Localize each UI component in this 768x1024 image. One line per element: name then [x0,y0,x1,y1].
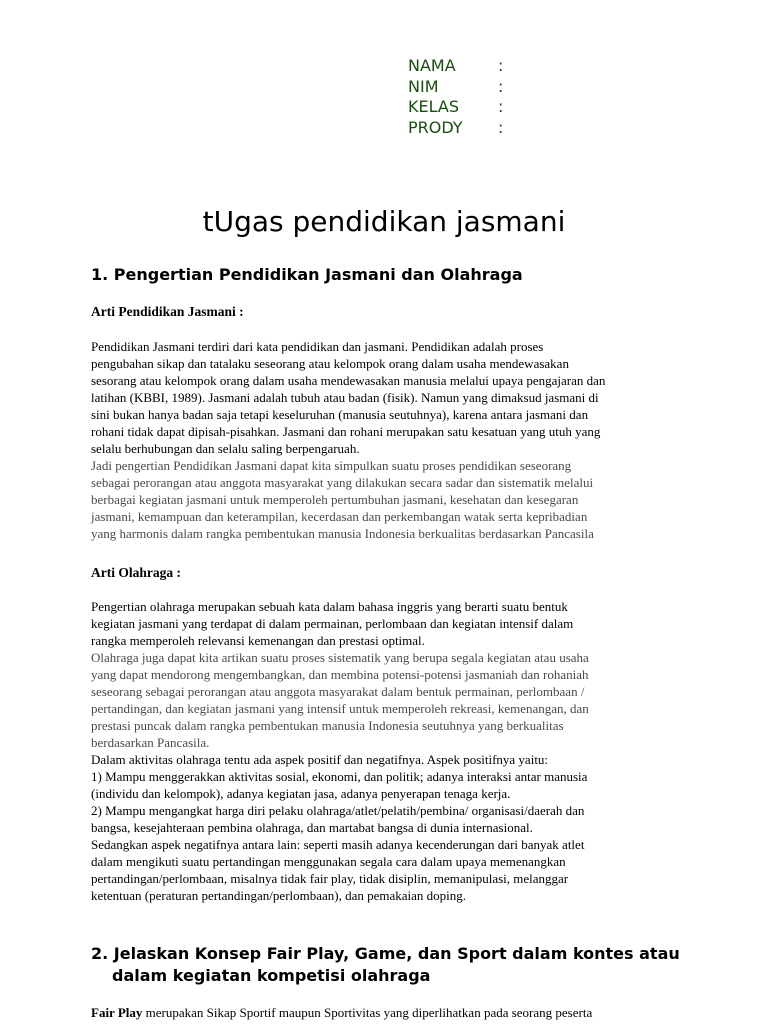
text-line: Dalam aktivitas olahraga tentu ada aspek positif dan negatifnya. Aspek positifnya yaitu: [91,752,549,767]
text-line: Olahraga juga dapat kita artikan suatu proses sistematik yang berupa segala kegiatan atau usaha [91,650,589,665]
section-2-heading-line-2: dalam kegiatan kompetisi olahraga [112,966,431,985]
text-line: (individu dan kelompok), adanya kegiatan jasa, adanya penyerapan tenaga kerja. [91,786,511,801]
info-row-nim [408,77,503,98]
text-line: 1) Mampu menggerakkan aktivitas sosial, ekonomi, dan politik; adanya interaksi antar manusia [91,769,588,784]
text-line: Jadi pengertian Pendidikan Jasmani dapat kita simpulkan suatu proses pendidikan seseorang [91,458,572,473]
info-row-prody [408,118,503,139]
text-line [91,1004,691,1021]
fair-play-term: Fair Play [91,1005,143,1020]
text-line: Sedangkan aspek negatifnya antara lain: seperti masih adanya kecenderungan dari banyak atlet [91,837,585,852]
text-line: berdasarkan Pancasila. [91,735,210,750]
text-line: Pendidikan Jasmani terdiri dari kata pendidikan dan jasmani. Pendidikan adalah proses [91,339,544,354]
paragraph-fair-play [91,1004,691,1021]
fair-play-text: merupakan Sikap Sportif maupun Sportivitas yang diperlihatkan pada seorang peserta [142,1005,593,1020]
subheading-arti-pendidikan-jasmani: Arti Pendidikan Jasmani : [91,304,244,319]
text-line: yang dapat mendorong mengembangkan, dan membina potensi-potensi jasmaniah dan rohaniah [91,667,589,682]
text-line: sini bukan hanya badan saja tetapi keseluruhan (manusia seutuhnya), karena antara jasmani dan [91,407,589,422]
info-colon: : [498,76,504,96]
text-line: yang harmonis dalam rangka pembentukan manusia Indonesia berkualitas berdasarkan Pancasila [91,526,594,541]
text-line: pertandingan, dan kegiatan jasmani yang intensif untuk memperoleh rekreasi, kemenangan, dan [91,701,589,716]
text-line: sesorang atau kelompok orang dalam usaha mendewasakan manusia melalui upaya pengajaran dan [91,373,606,388]
subheading-arti-olahraga: Arti Olahraga : [91,565,181,580]
section-2-heading-line-1: 2. Jelaskan Konsep Fair Play, Game, dan Sport dalam kontes atau [91,944,680,963]
info-colon: : [498,56,504,75]
info-label: NAMA [408,56,456,75]
text-line: ketentuan (peraturan pertandingan/perlombaan), dan pemakaian doping. [91,888,467,903]
text-line: pengubahan sikap dan tatalaku seseorang atau kelompok orang dalam usaha mendewasakan [91,356,569,371]
text-line: seseorang sebagai perorangan atau anggota masyarakat dalam bentuk permainan, perlombaan / [91,684,585,699]
info-label: NIM [408,76,439,96]
text-line: berbagai kegiatan jasmani untuk memperoleh pertumbuhan jasmani, kesehatan dan kesegaran [91,492,579,507]
text-line: sebagai perorangan atau anggota masyarakat yang dilakukan secara sadar dan sistematik melalui [91,475,594,490]
document-title: tUgas pendidikan jasmani [202,205,566,238]
text-line: pertandingan/perlombaan, misalnya tidak fair play, tidak disiplin, memanipulasi, melanggar [91,871,569,886]
info-row-kelas [408,97,503,118]
info-label: PRODY [408,117,463,137]
text-line: jasmani, kemampuan dan keterampilan, kecerdasan dan perkembangan watak serta kepribadian [91,509,588,524]
paragraph-pendidikan-jasmani [91,338,691,542]
info-label: KELAS [408,97,459,116]
info-row-nama [408,56,503,77]
info-colon: : [498,97,504,116]
text-line: selalu berhubungan dan selalu saling berpengaruah. [91,441,360,456]
paragraph-olahraga [91,598,691,904]
text-line: kegiatan jasmani yang terdapat di dalam permainan, perlombaan dan kegiatan intensif dalam [91,616,574,631]
student-info-block [408,56,503,138]
text-line: rangka memperoleh relevansi kemenangan dan prestasi optimal. [91,633,425,648]
section-1-heading: 1. Pengertian Pendidikan Jasmani dan Olahraga [91,265,523,284]
text-line: latihan (KBBI, 1989). Jasmani adalah tubuh atau badan (fisik). Namun yang dimaksud jasmani di [91,390,599,405]
text-line: dalam mengikuti suatu pertandingan menggunakan segala cara dalam upaya memenangkan [91,854,566,869]
text-line: rohani tidak dapat dipisah-pisahkan. Jasmani dan rohani merupakan satu kesatuan yang utuh yang [91,424,601,439]
text-line: Pengertian olahraga merupakan sebuah kata dalam bahasa inggris yang berarti suatu bentuk [91,599,568,614]
section-2-heading [91,943,691,987]
info-colon: : [498,117,504,137]
text-line: 2) Mampu mengangkat harga diri pelaku olahraga/atlet/pelatih/pembina/ organisasi/daerah dan [91,803,585,818]
text-line: prestasi puncak dalam rangka pembentukan manusia Indonesia seutuhnya yang berkualitas [91,718,564,733]
text-line: bangsa, kesejahteraan pembina olahraga, dan martabat bangsa di dunia internasional. [91,820,533,835]
